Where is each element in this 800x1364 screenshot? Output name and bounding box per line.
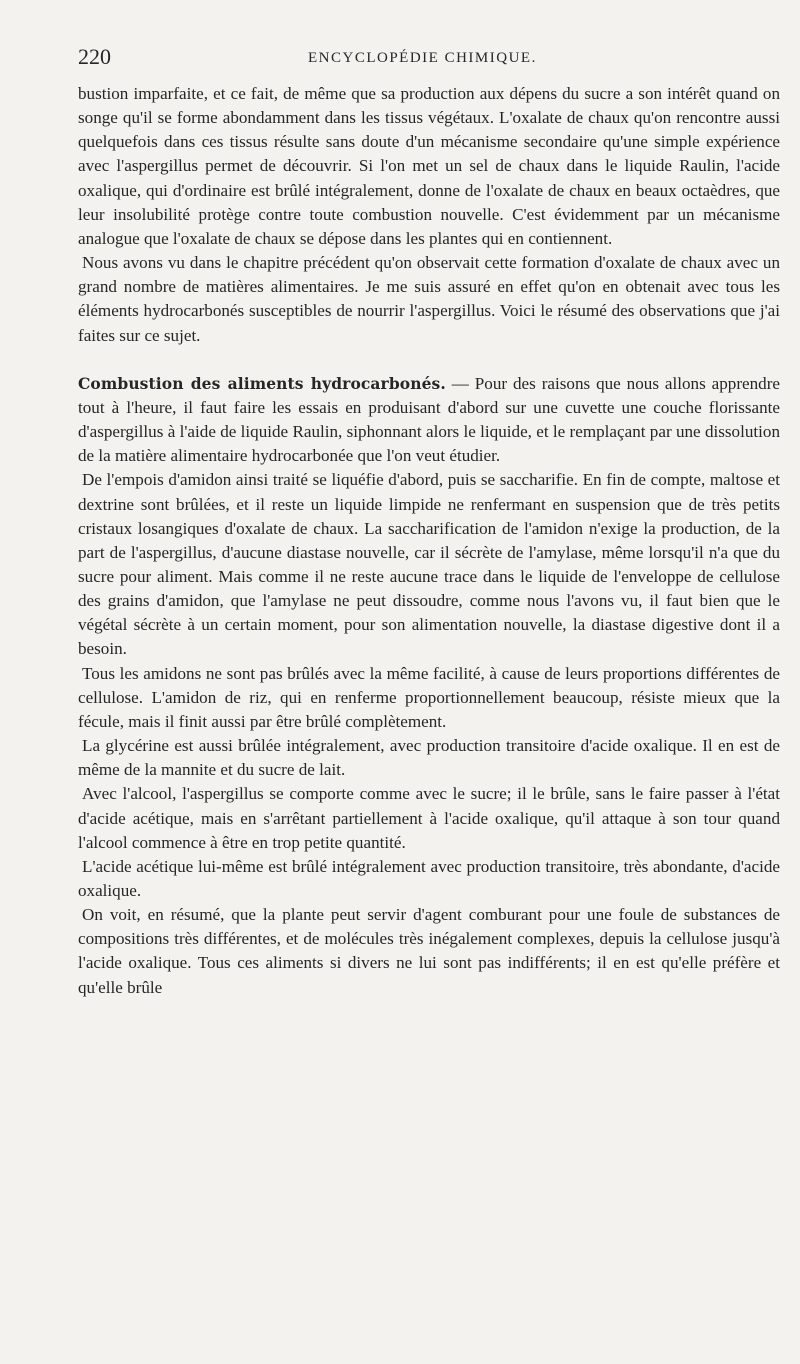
page-number: 220 <box>78 44 111 69</box>
paragraph: On voit, en résumé, que la plante peut servir d'agent comburant pour une foule de substances de compositions très différentes, et de molécules très inégalement complexes, depuis la cellulose jusqu'à l'acide oxalique. Tous ces aliments si divers ne lui sont pas indifférents; il en est qu'elle préfère et qu'elle brûle <box>78 905 780 997</box>
paragraph: Nous avons vu dans le chapitre précédent qu'on observait cette formation d'oxalate de chaux avec un grand nombre de matières alimentaires. Je me suis assuré en effet qu'on en obtenait avec tous les éléments hydrocarbonés susceptibles de nourrir l'aspergillus. Voici le résumé des observations que j'ai faites sur ce sujet. <box>78 253 780 345</box>
page-header <box>78 44 778 74</box>
section-paragraph <box>78 372 780 469</box>
section-heading: Combustion des aliments hydrocarbonés. <box>78 373 446 393</box>
paragraph: L'acide acétique lui-même est brûlé intégralement avec production transitoire, très abondante, d'acide oxalique. <box>78 856 780 900</box>
paragraph: Tous les amidons ne sont pas brûlés avec la même facilité, à cause de leurs proportions différentes de cellulose. L'amidon de riz, qui en renferme proportionnellement beaucoup, résiste mieux que la fécule, mais il finit aussi par être brûlé complètement. <box>78 663 780 731</box>
paragraph: De l'empois d'amidon ainsi traité se liquéfie d'abord, puis se saccharifie. En fin de compte, maltose et dextrine sont brûlées, et il reste un liquide limpide ne renfermant en suspension que de très petits cristaux losangiques d'oxalate de chaux. La saccharification de l'amidon n'exige la production, de la part de l'aspergillus, d'aucune diastase nouvelle, car il sécrète de l'amylase, même lorsqu'il n'a que du sucre pour aliment. Mais comme il ne reste aucune trace dans le liquide de l'enveloppe de cellulose des grains d'amidon, que l'amylase ne peut dissoudre, comme nous l'avons vu, il faut bien que le végétal sécrète à un certain moment, pour son alimentation nouvelle, la diastase digestive dont il a besoin. <box>78 470 780 659</box>
running-title: ENCYCLOPÉDIE CHIMIQUE. <box>308 50 537 66</box>
paragraph: bustion imparfaite, et ce fait, de même que sa production aux dépens du sucre a son intérêt quand on songe qu'il se forme abondamment dans les tissus végétaux. L'oxalate de chaux qu'on rencontre aussi quelquefois dans ces tissus résulte sans doute d'un mécanisme secondaire qu'une simple expérience avec l'aspergillus permet de découvrir. Si l'on met un sel de chaux dans le liquide Raulin, l'acide oxalique, qui d'ordinaire est brûlé intégralement, donne de l'oxalate de chaux en beaux octaèdres, que leur insolubilité protège contre toute combustion nouvelle. C'est évidemment par un mécanisme analogue que l'oxalate de chaux se dépose dans les plantes qui en contiennent. <box>78 84 780 248</box>
section-lead: — Pour des raisons que nous allons apprendre tout à l'heure, il faut faire les essais en produisant d'abord sur une cuvette une couche florissante d'aspergillus à l'aide de liquide Raulin, siphonnant alors le liquide, et le remplaçant par une dissolution de la matière alimentaire hydrocarbonée que l'on veut étudier. <box>78 373 780 466</box>
paragraph: Avec l'alcool, l'aspergillus se comporte comme avec le sucre; il le brûle, sans le faire passer à l'état d'acide acétique, mais en s'arrêtant partiellement à l'acide oxalique, qu'il attaque à son tour quand l'alcool commence à être en trop petite quantité. <box>78 784 780 852</box>
paragraph: La glycérine est aussi brûlée intégralement, avec production transitoire d'acide oxalique. Il en est de même de la mannite et du sucre de lait. <box>78 736 780 780</box>
section-spacer <box>78 348 780 372</box>
body-text <box>78 82 780 1000</box>
